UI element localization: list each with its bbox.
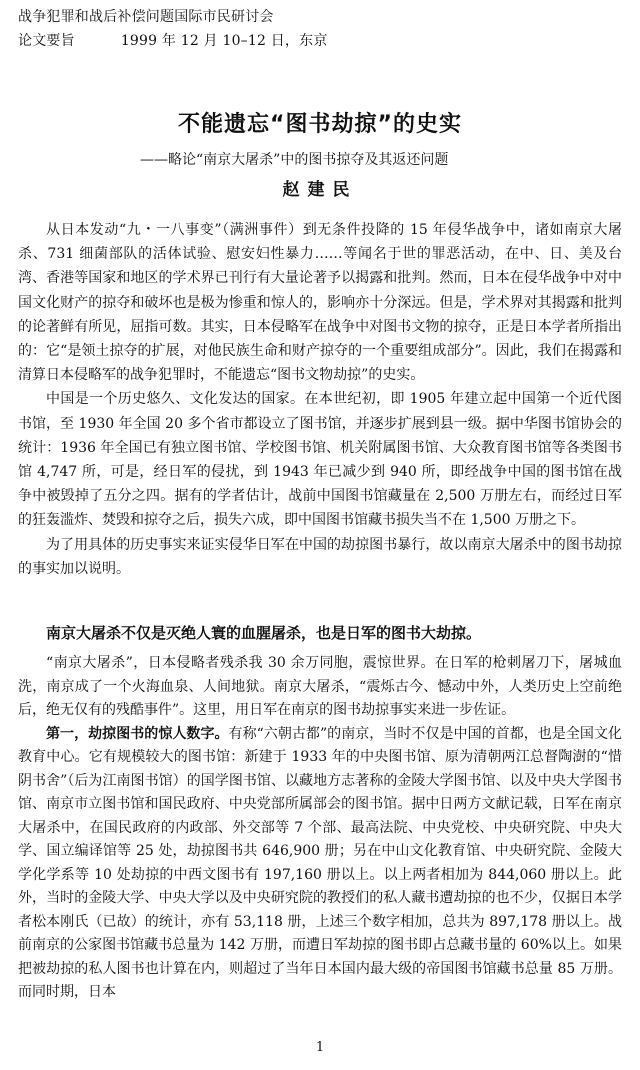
- abstract-line: [18, 32, 328, 50]
- author-name: 赵建民: [282, 180, 358, 200]
- section-body: [18, 652, 622, 1005]
- paragraph: 从日本发动“九・一八事变”（满洲事件）到无条件投降的 15 年侵华战争中，诸如南京大屠杀、731 细菌部队的活体试验、慰安妇性暴力……等闻名于世的罪恶活动，在中、日、美及台湾、香港等国家和地区的学术界已刊行有大量论著予以揭露和批判。然而，日本在侵华战争中对中国文化财产的掠夺和破坏也是极为惨重和惊人的，影响亦十分深远。但是，学术界对其揭露和批判的论著鲜有所见，屈指可数。其实，日本侵略军在战争中对图书文物的掠夺，正是日本学者所指出的：它“是领土掠夺的扩展，对他民族生命和财产掠夺的一个重要组成部分”。因此，我们在揭露和清算日本侵略军的战争犯罪时，不能遗忘“图书文物劫掠”的史实。: [18, 222, 622, 384]
- page-number: 1: [315, 1040, 325, 1055]
- paragraph: 为了用具体的历史事实来证实侵华日军在中国的劫掠图书暴行，故以南京大屠杀中的图书劫掠的事实加以说明。: [18, 536, 622, 577]
- paper-title: 不能遗忘“图书劫掠”的史实: [178, 112, 462, 137]
- paragraph-text: 有称“六朝古都”的南京，当时不仅是中国的首都，也是全国文化教育中心。它有规模较大的图书馆：新建于 1933 年的中央图书馆、原为清朝两江总督陶澍的“惜阴书舍”（后为江南图书馆）的国学图书馆、以藏地方志著称的金陵大学图书馆、以及中央大学图书馆、南京市立图书馆和国民政府、中央党部所属部会的图书馆。据中日两方文献记载，日军在南京大屠杀中，在国民政府的内政部、外交部等 7 个部、最高法院、中央党校、中央研究院、中央大学、国立编译馆等 25 处，劫掠图书共 646,900 册；另在中山文化教育馆、中央研究院、金陵大学化学系等 10 处劫掠的中西文图书有 197,160 册以上。以上两者相加为 844,060 册以上。此外，当时的金陵大学、中央大学以及中央研究院的教授们的私人藏书遭劫掠的也不少，仅据日本学者松本刚氏（已故）的统计，亦有 53,118 册，上述三个数字相加，总共为 897,178 册以上。战前南京的公家图书馆藏书总量为 142 万册，而遭日军劫掠的图书即占总藏书量的 60%以上。如果把被劫掠的私人图书也计算在内，则超过了当年日本国内最大级的帝国图书馆藏书总量 85 万册。而同时期，日本: [18, 725, 622, 1000]
- conference-name: 战争犯罪和战后补偿问题国际市民研讨会: [18, 9, 274, 25]
- conference-date: 1999 年 12 月 10–12 日，东京: [120, 33, 328, 49]
- paragraph-with-lead: [18, 723, 622, 1005]
- section-heading: 南京大屠杀不仅是灭绝人寰的血腥屠杀，也是日军的图书大劫掠。: [46, 624, 482, 642]
- paragraph: “南京大屠杀”，日本侵略者残杀我 30 余万同胞，震惊世界。在日军的枪刺屠刀下，屠城血洗，南京成了一个火海血泉、人间地狱。南京大屠杀，“震烁古今、憾动中外，人类历史上空前绝后，绝无仅有的残酷事件”。这里，用日军在南京的图书劫掠事实来进一步佐证。: [18, 655, 622, 718]
- abstract-label: 论文要旨: [18, 33, 75, 49]
- paragraph-lead: 第一，劫掠图书的惊人数字。: [46, 725, 229, 742]
- intro-body: [18, 218, 622, 581]
- paper-subtitle: ——略论“南京大屠杀”中的图书掠夺及其返还问题: [140, 152, 449, 168]
- paragraph: 中国是一个历史悠久、文化发达的国家。在本世纪初，即 1905 年建立起中国第一个近代图书馆，至 1930 年全国 20 多个省市都设立了图书馆，并逐步扩展到县一级。据中华图书馆协会的统计：1936 年全国已有独立图书馆、学校图书馆、机关附属图书馆、大众教育图书馆等各类图书馆 4,747 所，可是，经日军的侵扰，到 1943 年已减少到 940 所，即经战争中国的图书馆在战争中被毁掉了五分之四。据有的学者估计，战前中国图书馆藏量在 2,500 万册左右，而经过日军的狂轰滥炸、焚毁和掠夺之后，损失六成，即中国图书馆藏书损失当不在 1,500 万册之下。: [18, 391, 622, 529]
